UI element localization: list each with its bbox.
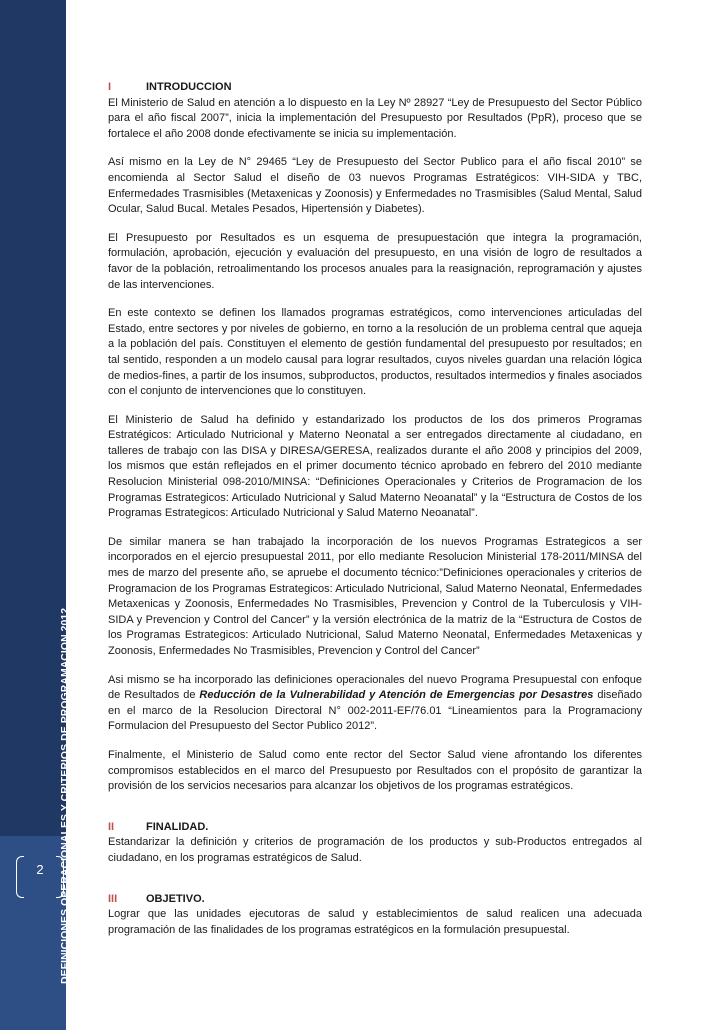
section-heading-objetivo — [108, 892, 642, 908]
section-heading-introduccion — [108, 80, 642, 96]
paragraph: El Ministerio de Salud en atención a lo dispuesto en la Ley Nº 28927 “Ley de Presupuesto del Sector Público para el año fiscal 2007”, inicia la implementación del Presupuesto por Resultados (PpR), proceso que se fortalece el año 2008 donde efectivamente se inicia su implementación. — [108, 96, 642, 140]
section-title: INTRODUCCION — [146, 81, 232, 93]
page-number: 2 — [36, 862, 44, 877]
section-numeral: II — [108, 820, 115, 833]
section-title: OBJETIVO. — [146, 892, 205, 905]
section-heading-finalidad — [108, 820, 642, 836]
paragraph: De similar manera se han trabajado la incorporación de los nuevos Programas Estrategicos a ser incorporados en el ejercio presupuestal 2011, por ello mediante Resolucion Ministerial 178-2011/MINSA del mes de marzo del presente año, se apruebe el documento técnico:”Definiciones operacionales y criterios de Programacion de los Programas Estrategicos: Articulado Nutricional, Salud Materno Neonatal, Enfermedades Metaxenicas y Zoonosis, Enfermedades No Trasmisibles, Prevencion y Control de la Tuberculosis y VIH-SIDA y Prevencion y Control del Cancer” y la versión electrónica de la matriz de la “Estructura de Costos de los Programas Estrategicos: Articulado Nutricional, Salud Materno Neonatal, Enfermedades Metaxenicas y Zoonosis, Enfermedades No Trasmisibles, Prevencion y Control del Cancer” — [108, 535, 642, 657]
paragraph: Finalmente, el Ministerio de Salud como ente rector del Sector Salud viene afrontando los diferentes compromisos establecidos en el marco del Presupuesto por Resultados con el propósito de garantizar la provisión de los servicios necesarios para alcanzar los objetivos de los programas estratégicos. — [108, 748, 642, 793]
paragraph: Lograr que las unidades ejecutoras de salud y establecimientos de salud realicen una adecuada programación de las finalidades de los programas estratégicos en la formulación presupuestal. — [108, 908, 642, 936]
paragraph-text: Asi mismo se ha incorporado las definiciones operacionales del nuevo Programa Presupuestal con enfoque de Resultados de — [108, 673, 642, 702]
paragraph: Así mismo en la Ley de N° 29465 “Ley de Presupuesto del Sector Publico para el año fiscal 2010” se encomienda al Sector Salud el diseño de 03 nuevos Programas Estratégicos: VIH-SIDA y TBC, Enfermedades Trasmisibles (Metaxenicas y Zoonosis) y Enfermedades no Trasmisibles (Salud Mental, Salud Ocular, Salud Bucal. Metales Pesados, Hipertensión y Diabetes). — [108, 156, 642, 216]
document-side-title: DEFINICIONES OPERACIONALES Y CRITERIOS DE PROGRAMACION 2012 — [60, 607, 71, 984]
section-numeral: I — [108, 81, 112, 93]
section-numeral: III — [108, 892, 118, 905]
document-body — [108, 80, 642, 951]
paragraph: Estandarizar la definición y criterios de programación de los productos y sub-Productos entregados al ciudadano, en los programas estratégicos de Salud. — [108, 836, 642, 864]
paragraph-text: diseñado en el marco de la Resolucion Directoral N° 002-2011-EF/76.01 “Lineamientos para la Programaciony Formulacion del Presupuesto del Sector Publico 2012”. — [108, 689, 642, 733]
paragraph: El Presupuesto por Resultados es un esquema de presupuestación que integra la programación, formulación, aprobación, ejecución y evaluación del presupuesto, en una visión de logro de resultados a favor de la población, retroalimentando los procesos anuales para la reasignación, reprogramación y ajustes de las intervenciones. — [108, 231, 642, 291]
section-title: FINALIDAD. — [146, 820, 209, 833]
page-number-box — [16, 856, 64, 898]
emphasis-text: Reducción de la Vulnerabilidad y Atención de Emergencias por Desastres — [199, 689, 594, 702]
paragraph: En este contexto se definen los llamados programas estratégicos, como intervenciones articuladas del Estado, entre sectores y por niveles de gobierno, en torno a la resolución de un problema central que aqueja a la población del país. Constituyen el elemento de gestión fundamental del presupuesto por resultados; en tal sentido, responden a un modelo causal para lograr resultados, cuyos niveles guardan una relación lógica de medios-fines, a partir de los insumos, subproductos, productos, resultados intermedios y finales asociados con el conjunto de intervenciones que lo constituyen. — [108, 307, 642, 398]
paragraph: El Ministerio de Salud ha definido y estandarizado los productos de los dos primeros Programas Estratégicos: Articulado Nutricional y Materno Neonatal a ser entregados directamente al ciudadano, en talleres de trabajo con las DISA y DIRESA/GERESA, realizados durante el año 2008 y principios del 2009, los mismos que están reflejados en el primer documento técnico aprobado en febrero del 2010 mediante Resolucion Ministerial 098-2010/MINSA: “Definiciones Operacionales y Criterios de Programacion de los Programas Estrategicos: Articulado Nutricional y Salud Materno Neoanatal” y la “Estructura de Costos de los Programas Estrategicos: Articulado Nutricional y Salud Materno Neoanatal”. — [108, 413, 642, 520]
paragraph — [108, 673, 642, 735]
